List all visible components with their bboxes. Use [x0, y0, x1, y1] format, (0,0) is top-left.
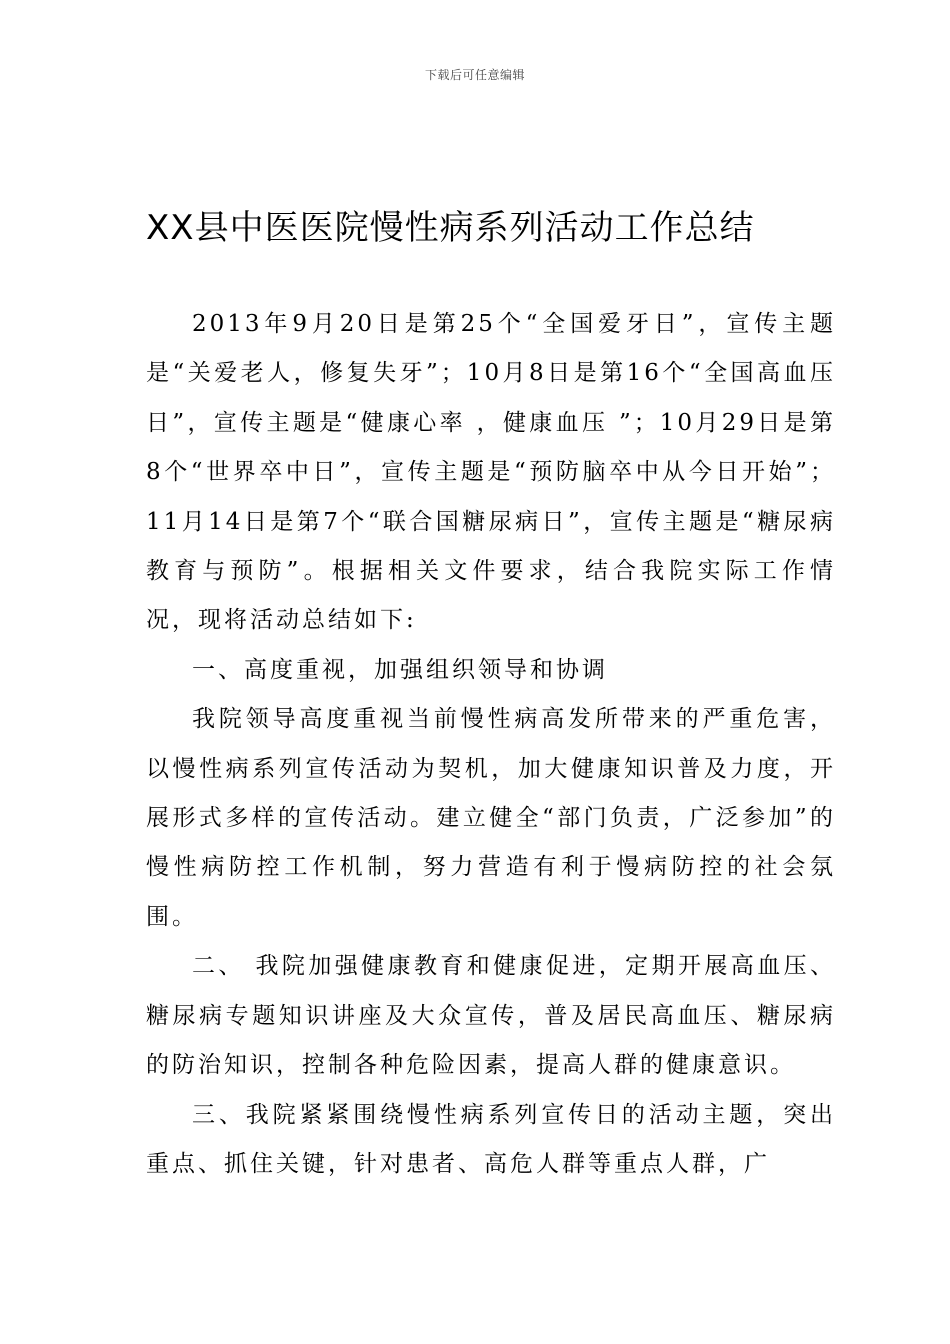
document-title: XX县中医医院慢性病系列活动工作总结: [146, 208, 755, 248]
intro-paragraph: 2013年9月20日是第25个“全国爱牙日”，宣传主题是“关爱老人，修复失牙”；10月8日是第16个“全国高血压日”，宣传主题是“健康心率 ，健康血压 ”；10月29日是第8个“世界卒中日”，宣传主题是“预防脑卒中从今日开始”；11月14日是第7个“联合国糖尿病日”，宣传主题是“糖尿病教育与预防”。根据相关文件要求，结合我院实际工作情况，现将活动总结如下:: [146, 311, 836, 634]
section-2-paragraph: 二、 我院加强健康教育和健康促进，定期开展高血压、糖尿病专题知识讲座及大众宣传，普及居民高血压、糖尿病的防治知识，控制各种危险因素，提高人群的健康意识。: [146, 953, 836, 1079]
header-note: 下载后可任意编辑: [424, 68, 525, 82]
document-body: [146, 300, 836, 1189]
section-3-paragraph: 三、我院紧紧围绕慢性病系列宣传日的活动主题，突出重点、抓住关键，针对患者、高危人群等重点人群，广: [146, 1101, 836, 1177]
section-heading-1: 一、高度重视，加强组织领导和协调: [192, 656, 608, 683]
section-1-paragraph: 我院领导高度重视当前慢性病高发所带来的严重危害，以慢性病系列宣传活动为契机，加大健康知识普及力度，开展形式多样的宣传活动。建立健全“部门负责，广泛参加”的慢性病防控工作机制，努力营造有利于慢病防控的社会氛围。: [146, 706, 836, 930]
